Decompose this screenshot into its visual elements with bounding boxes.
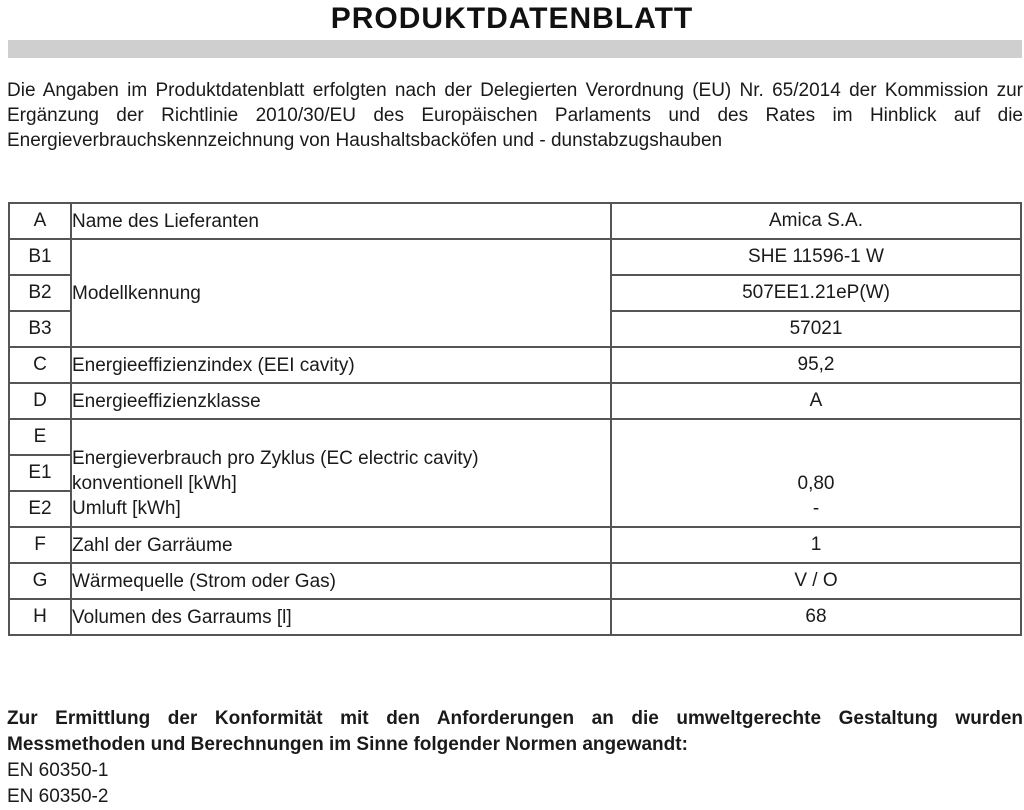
norm-item: EN 60350-2: [7, 786, 109, 807]
row-code: F: [9, 527, 71, 563]
row-code: E1: [9, 455, 71, 491]
conformity-heading: Zur Ermittlung der Konformität mit den Anforderungen an die umweltgerechte Gestaltung wurden Messmethoden und Berechnungen im Sinne folgender Normen angewandt:: [7, 708, 1023, 755]
value-line: 0,80: [797, 473, 835, 494]
row-code: E: [9, 419, 71, 455]
intro-paragraph: Die Angaben im Produktdatenblatt erfolgten nach der Delegierten Verordnung (EU) Nr. 65/2014 der Kommission zur Ergänzung der Richtlinie 2010/30/EU des Europäischen Parlaments und des Rates im Hinblick auf die Energieverbrauchskennzeichnung von Haushaltsbacköfen und - dunstabzugshauben: [7, 80, 1023, 151]
row-code: A: [9, 203, 71, 239]
row-value: Amica S.A.: [611, 203, 1021, 239]
table-row: [9, 599, 1021, 635]
row-value: 507EE1.21eP(W): [611, 275, 1021, 311]
row-code: B2: [9, 275, 71, 311]
row-code: C: [9, 347, 71, 383]
row-value: 1: [611, 527, 1021, 563]
label-line: Umluft [kWh]: [72, 498, 181, 519]
row-value: A: [611, 383, 1021, 419]
row-value: V / O: [611, 563, 1021, 599]
row-label: Energieeffizienzindex (EEI cavity): [71, 347, 611, 383]
table-row: [9, 383, 1021, 419]
row-label: Modellkennung: [71, 239, 611, 347]
row-value: SHE 11596-1 W: [611, 239, 1021, 275]
row-code: B3: [9, 311, 71, 347]
norm-item: EN 60350-1: [7, 760, 109, 781]
row-value: 57021: [611, 311, 1021, 347]
value-line: -: [812, 498, 820, 519]
table-row: [9, 563, 1021, 599]
row-label: Wärmequelle (Strom oder Gas): [71, 563, 611, 599]
title-divider-bar: [8, 40, 1022, 58]
table-row: [9, 347, 1021, 383]
table-row: [9, 419, 1021, 455]
row-label: Name des Lieferanten: [71, 203, 611, 239]
table-row: [9, 527, 1021, 563]
row-label: Zahl der Garräume: [71, 527, 611, 563]
row-label: Energieeffizienzklasse: [71, 383, 611, 419]
row-code: E2: [9, 491, 71, 527]
row-label: Volumen des Garraums [l]: [71, 599, 611, 635]
row-code: G: [9, 563, 71, 599]
conformity-section: [7, 706, 1023, 810]
energy-consumption-values: [611, 419, 1021, 527]
label-line: konventionell [kWh]: [72, 473, 237, 494]
row-value: 95,2: [611, 347, 1021, 383]
energy-consumption-label: [71, 419, 611, 527]
label-line: Energieverbrauch pro Zyklus (EC electric cavity): [72, 448, 479, 469]
row-value: 68: [611, 599, 1021, 635]
table-row: [9, 239, 1021, 275]
row-code: D: [9, 383, 71, 419]
product-data-table: [8, 202, 1022, 636]
table-row: [9, 203, 1021, 239]
row-code: H: [9, 599, 71, 635]
row-code: B1: [9, 239, 71, 275]
page-title: PRODUKTDATENBLATT: [330, 2, 694, 35]
